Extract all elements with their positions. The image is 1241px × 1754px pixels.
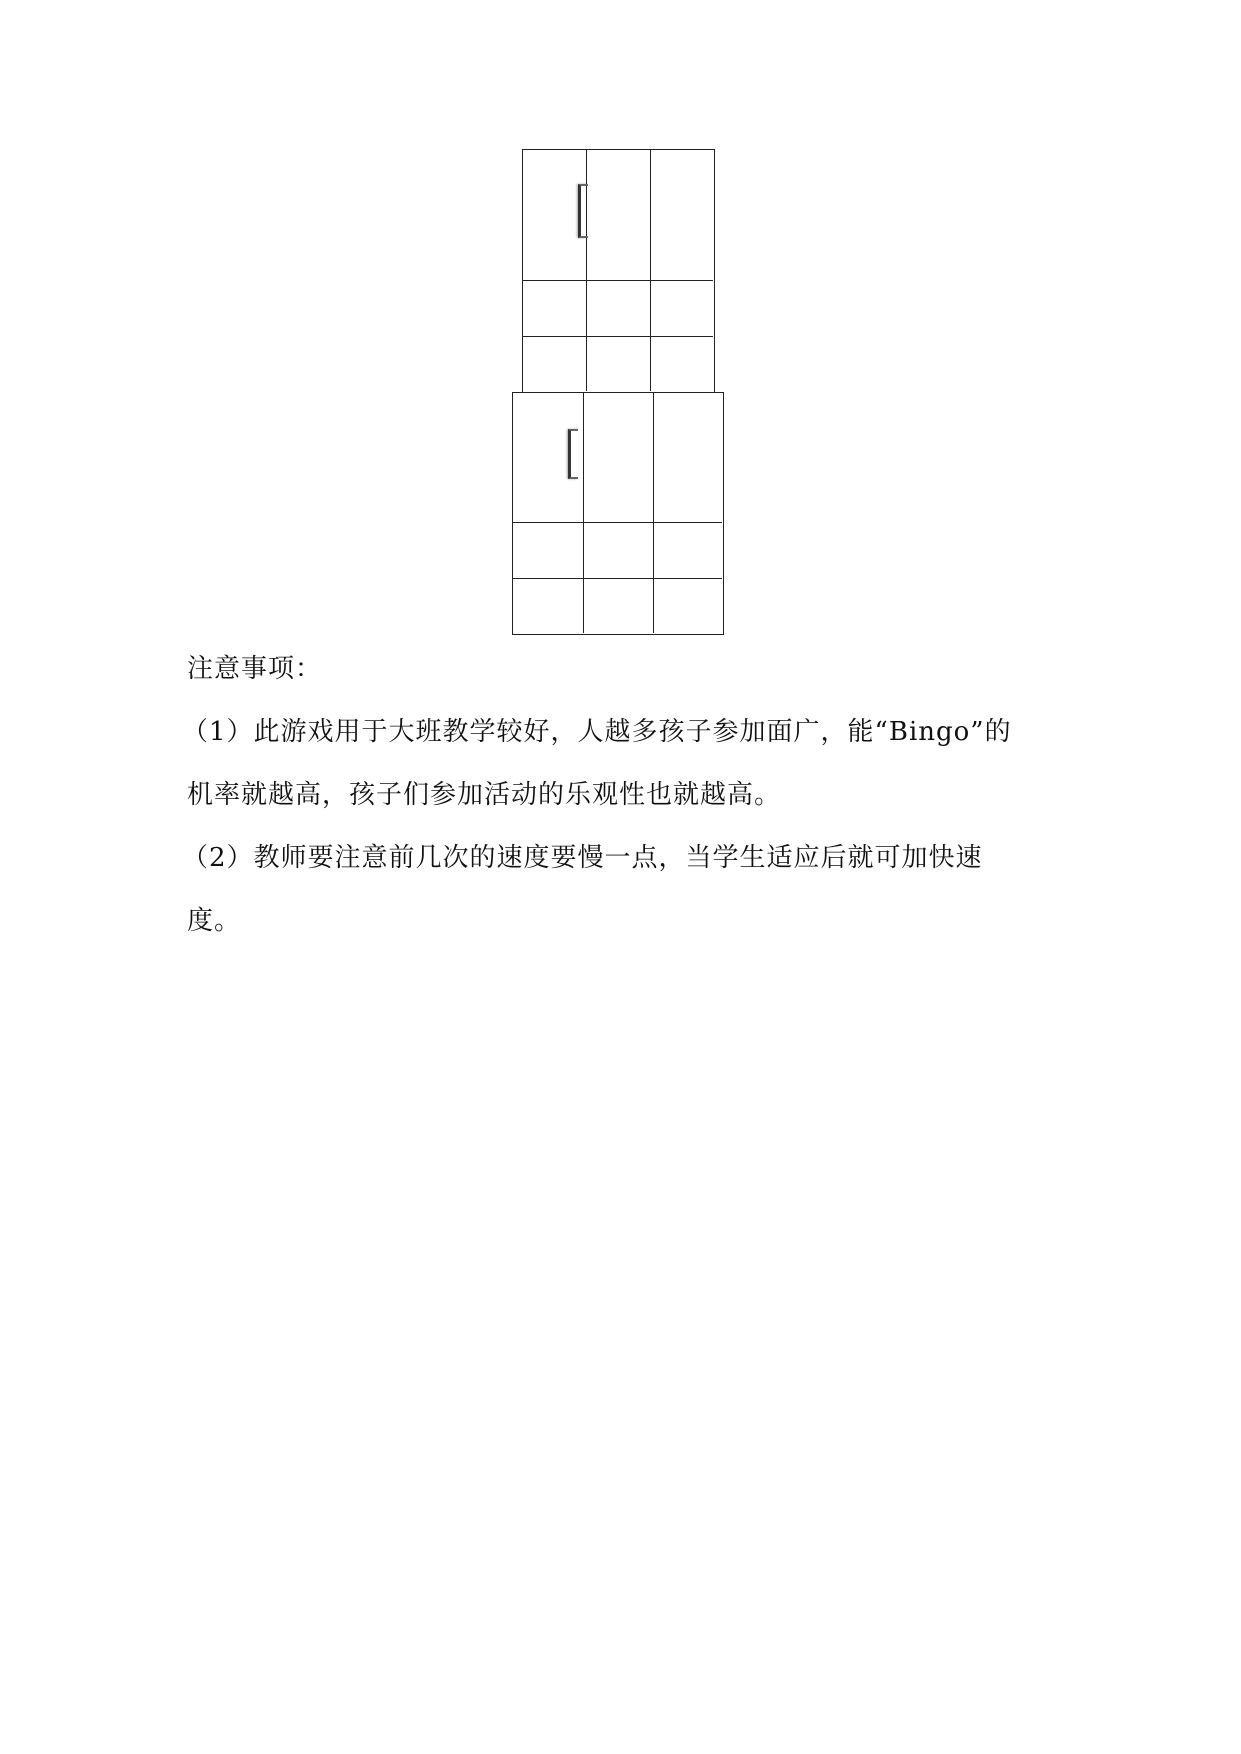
- grid-cell: [523, 281, 587, 337]
- grid-cell: [587, 337, 651, 391]
- grid-cell: [513, 579, 584, 633]
- grid-cell: [587, 150, 651, 281]
- grid-cell: [654, 579, 722, 633]
- grid-cell: [651, 281, 713, 337]
- note-item-2-line-1: （2）教师要注意前几次的速度要慢一点，当学生适应后就可加快速: [182, 843, 983, 873]
- grid-cell: [523, 337, 587, 391]
- grid-cell: [651, 150, 713, 281]
- note-item-1-line-2: 机率就越高，孩子们参加活动的乐观性也就越高。: [187, 780, 782, 810]
- grid-cell: [584, 393, 654, 523]
- notes-heading: 注意事项：: [187, 654, 323, 684]
- grid-cell: [651, 337, 713, 391]
- grid-cell: [654, 523, 722, 579]
- grid-cell: [654, 393, 722, 523]
- grid-cell: [584, 523, 654, 579]
- bingo-grid-bottom: [512, 392, 724, 635]
- grid-cell: [513, 523, 584, 579]
- note-item-2-line-2: 度。: [187, 906, 242, 936]
- bracket-mark: [568, 429, 578, 479]
- bracket-mark: [578, 184, 588, 238]
- grid-cell: [584, 579, 654, 633]
- note-item-1-line-1: （1）此游戏用于大班教学较好，人越多孩子参加面广，能“Bingo”的: [182, 717, 1012, 747]
- bingo-grid-top: [522, 149, 715, 393]
- grid-cell: [587, 281, 651, 337]
